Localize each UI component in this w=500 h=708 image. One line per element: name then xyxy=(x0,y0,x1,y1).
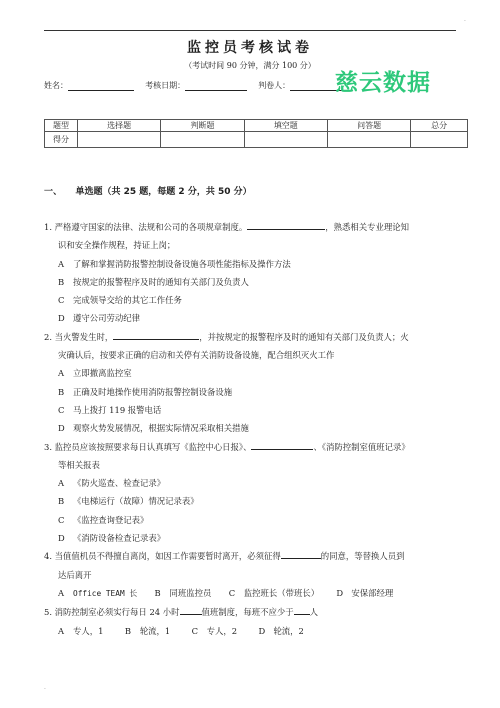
score-row-label: 得分 xyxy=(45,132,78,148)
answer-blank[interactable] xyxy=(281,550,321,559)
option-b[interactable]: B 同班监控员 xyxy=(154,587,212,598)
answer-blank[interactable] xyxy=(113,331,199,340)
question-2 xyxy=(44,328,468,346)
name-field[interactable] xyxy=(68,82,134,91)
question-text: 4. 当值值机员不得擅自离岗，如因工作需要暂时离开，必须征得 xyxy=(44,551,281,562)
score-header-cell: 判断题 xyxy=(161,120,244,132)
question-1 xyxy=(44,218,468,236)
answer-blank[interactable] xyxy=(180,606,202,615)
corner-dot: · xyxy=(44,686,46,693)
question-continuation: 达后离开 xyxy=(58,569,92,580)
options-line xyxy=(44,584,468,603)
option-b[interactable]: B 按规定的报警程序及时的通知有关部门及负责人 xyxy=(58,276,249,287)
option-c[interactable]: C 监控班长（带班长） xyxy=(228,587,320,598)
score-header-cell: 填空题 xyxy=(244,120,327,132)
score-header-row xyxy=(45,120,468,132)
question-continuation: 灾确认后，按要求正确的启动和关停有关消防设备设施，配合组织灭火工作 xyxy=(58,350,335,361)
watermark-logo: 慈云数据 xyxy=(335,70,431,96)
option-d[interactable]: D 《消防设备检查记录表》 xyxy=(58,533,166,544)
question-text: 值班制度，每班不应少于 xyxy=(201,607,294,618)
question-text: 3. 监控员应该按照要求每日认真填写《监控中心日报》、 xyxy=(44,441,252,452)
option-b[interactable]: B 轮流，1 xyxy=(124,625,171,636)
question-text: 5. 消防控制室必须实行每日 24 小时 xyxy=(44,607,180,618)
score-header-cell: 题型 xyxy=(45,120,78,132)
option-a[interactable]: A 了解和掌握消防报警控制设备设施各项性能指标及操作方法 xyxy=(58,258,291,269)
score-header-cell: 问答题 xyxy=(327,120,410,132)
score-header-cell: 总分 xyxy=(411,120,468,132)
question-text: ，熟悉相关专业理论知 xyxy=(325,222,410,232)
option-d[interactable]: D 遵守公司劳动纪律 xyxy=(58,313,140,324)
question-4 xyxy=(44,547,468,565)
question-continuation: 等相关报表 xyxy=(58,459,100,470)
options-line xyxy=(44,622,468,640)
question-text: ，并按规定的报警程序及时的通知有关部门及负责人；火 xyxy=(199,331,409,342)
date-label: 考核日期： xyxy=(145,81,186,90)
option-c[interactable]: C 《监控查询登记表》 xyxy=(58,514,149,525)
question-text: 的同意，等替换人员到 xyxy=(320,551,405,562)
answer-blank[interactable] xyxy=(251,441,313,450)
question-list xyxy=(44,218,468,640)
question-continuation: 识和安全操作规程，持证上岗； xyxy=(58,240,176,251)
option-c[interactable]: C 马上拨打 119 报警电话 xyxy=(58,404,162,415)
name-label: 姓名： xyxy=(44,81,68,90)
option-c[interactable]: C 专人，2 xyxy=(191,625,238,636)
option-d[interactable]: D 轮流，2 xyxy=(258,625,304,636)
option-d[interactable]: D 安保部经理 xyxy=(336,587,394,598)
header-rule xyxy=(44,30,456,31)
question-text: 1. 严格遵守国家的法律、法规和公司的各项规章制度。 xyxy=(44,222,248,232)
question-text: 人 xyxy=(309,607,319,618)
option-d[interactable]: D 观察火势发展情况，根据实际情况采取相关措施 xyxy=(58,423,249,434)
grader-label: 判卷人： xyxy=(258,81,291,90)
score-cell[interactable] xyxy=(244,132,327,148)
corner-dot: · xyxy=(464,18,466,25)
score-table xyxy=(44,119,468,148)
score-header-cell: 选择题 xyxy=(78,120,161,132)
exam-title: 监控员考核试卷 xyxy=(187,40,313,56)
date-field[interactable] xyxy=(185,82,247,91)
option-b[interactable]: B 《电梯运行（故障）情况记录表》 xyxy=(58,496,199,507)
score-cell[interactable] xyxy=(327,132,410,148)
answer-blank[interactable] xyxy=(294,606,310,615)
option-a[interactable]: A Office TEAM 长 xyxy=(58,587,138,598)
question-text: 2. 当火警发生时， xyxy=(44,331,114,342)
score-value-row xyxy=(45,132,468,148)
option-a[interactable]: A 专人，1 xyxy=(58,625,104,636)
score-cell[interactable] xyxy=(161,132,244,148)
option-c[interactable]: C 完成领导交给的其它工作任务 xyxy=(58,295,182,306)
exam-subtitle: （考试时间 90 分钟，满分 100 分） xyxy=(184,61,316,70)
answer-blank[interactable] xyxy=(247,221,325,230)
score-cell[interactable] xyxy=(411,132,468,148)
question-3 xyxy=(44,438,468,456)
option-b[interactable]: B 正确及时地操作使用消防报警控制设备设施 xyxy=(58,386,233,397)
question-5 xyxy=(44,603,468,621)
section-heading: 一、 单选题（共 25 题，每题 2 分，共 50 分） xyxy=(44,187,252,197)
option-a[interactable]: A 《防火巡查、检查记录》 xyxy=(58,478,166,489)
option-a[interactable]: A 立即撤离监控室 xyxy=(58,368,132,379)
question-text: 、《消防控制室值班记录》 xyxy=(313,441,410,452)
score-cell[interactable] xyxy=(78,132,161,148)
